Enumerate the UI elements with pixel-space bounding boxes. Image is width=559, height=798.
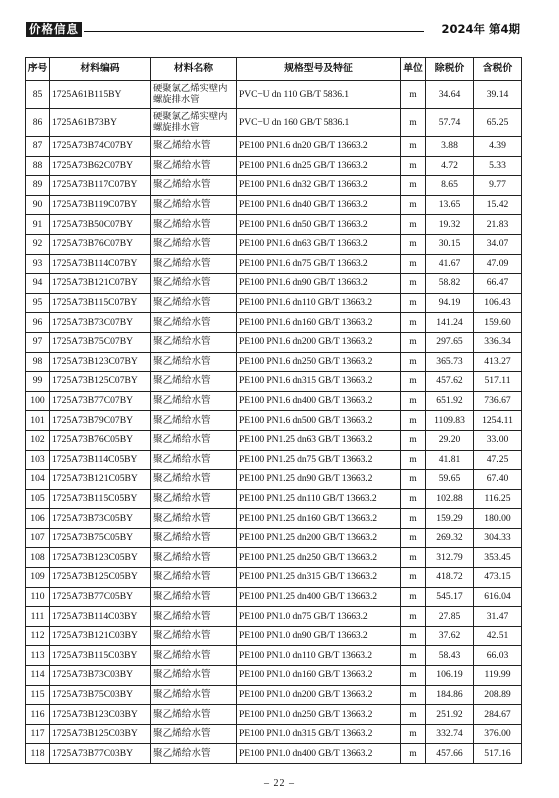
row-number: 100 [26, 391, 50, 411]
price-ex-tax: 184.86 [426, 685, 474, 705]
price-incl-tax: 353.45 [474, 548, 522, 568]
spec-text: PE100 PN1.6 dn110 GB/T 13663.2 [237, 293, 401, 313]
material-name: 聚乙烯给水管 [151, 450, 237, 470]
price-incl-tax: 517.16 [474, 744, 522, 764]
price-ex-tax: 59.65 [426, 470, 474, 490]
material-code: 1725A73B73C05BY [50, 509, 151, 529]
spec-text: PE100 PN1.0 dn110 GB/T 13663.2 [237, 646, 401, 666]
unit: m [401, 391, 426, 411]
table-row [26, 195, 522, 215]
material-code: 1725A73B125C05BY [50, 568, 151, 588]
price-ex-tax: 106.19 [426, 666, 474, 686]
row-number: 113 [26, 646, 50, 666]
price-ex-tax: 312.79 [426, 548, 474, 568]
table-row [26, 391, 522, 411]
material-code: 1725A61B73BY [50, 109, 151, 137]
table-row [26, 156, 522, 176]
spec-text: PVC−U dn 110 GB/T 5836.1 [237, 81, 401, 109]
material-code: 1725A73B76C07BY [50, 234, 151, 254]
price-ex-tax: 29.20 [426, 430, 474, 450]
unit: m [401, 81, 426, 109]
material-name: 硬聚氯乙烯实壁内螺旋排水管 [151, 109, 237, 137]
table-row [26, 489, 522, 509]
price-ex-tax: 159.29 [426, 509, 474, 529]
row-number: 99 [26, 372, 50, 392]
material-name: 聚乙烯给水管 [151, 509, 237, 529]
price-ex-tax: 102.88 [426, 489, 474, 509]
row-number: 118 [26, 744, 50, 764]
spec-text: PE100 PN1.0 dn315 GB/T 13663.2 [237, 724, 401, 744]
price-ex-tax: 1109.83 [426, 411, 474, 431]
spec-text: PE100 PN1.0 dn250 GB/T 13663.2 [237, 705, 401, 725]
material-code: 1725A73B117C07BY [50, 176, 151, 196]
material-code: 1725A73B79C07BY [50, 411, 151, 431]
spec-text: PE100 PN1.6 dn63 GB/T 13663.2 [237, 234, 401, 254]
price-ex-tax: 418.72 [426, 568, 474, 588]
material-code: 1725A73B121C03BY [50, 626, 151, 646]
material-code: 1725A73B123C05BY [50, 548, 151, 568]
unit: m [401, 587, 426, 607]
table-row [26, 215, 522, 235]
material-name: 聚乙烯给水管 [151, 254, 237, 274]
table-row [26, 430, 522, 450]
row-number: 112 [26, 626, 50, 646]
row-number: 96 [26, 313, 50, 333]
unit: m [401, 470, 426, 490]
material-code: 1725A61B115BY [50, 81, 151, 109]
price-incl-tax: 33.00 [474, 430, 522, 450]
col-header-price-ex-tax: 除税价 [426, 58, 474, 81]
material-name: 聚乙烯给水管 [151, 528, 237, 548]
price-ex-tax: 457.62 [426, 372, 474, 392]
spec-text: PE100 PN1.6 dn200 GB/T 13663.2 [237, 332, 401, 352]
material-code: 1725A73B114C03BY [50, 607, 151, 627]
price-ex-tax: 457.66 [426, 744, 474, 764]
price-ex-tax: 41.81 [426, 450, 474, 470]
row-number: 103 [26, 450, 50, 470]
price-ex-tax: 94.19 [426, 293, 474, 313]
price-incl-tax: 616.04 [474, 587, 522, 607]
price-ex-tax: 8.65 [426, 176, 474, 196]
row-number: 104 [26, 470, 50, 490]
spec-text: PE100 PN1.6 dn40 GB/T 13663.2 [237, 195, 401, 215]
price-incl-tax: 31.47 [474, 607, 522, 627]
row-number: 116 [26, 705, 50, 725]
material-name: 硬聚氯乙烯实壁内螺旋排水管 [151, 81, 237, 109]
spec-text: PE100 PN1.6 dn500 GB/T 13663.2 [237, 411, 401, 431]
row-number: 89 [26, 176, 50, 196]
unit: m [401, 293, 426, 313]
material-name: 聚乙烯给水管 [151, 666, 237, 686]
material-code: 1725A73B75C07BY [50, 332, 151, 352]
material-name: 聚乙烯给水管 [151, 313, 237, 333]
unit: m [401, 646, 426, 666]
header-rule [84, 31, 424, 32]
table-row [26, 568, 522, 588]
unit: m [401, 254, 426, 274]
unit: m [401, 568, 426, 588]
spec-text: PE100 PN1.6 dn20 GB/T 13663.2 [237, 137, 401, 157]
material-name: 聚乙烯给水管 [151, 352, 237, 372]
unit: m [401, 489, 426, 509]
unit: m [401, 450, 426, 470]
unit: m [401, 352, 426, 372]
row-number: 94 [26, 274, 50, 294]
table-row [26, 81, 522, 109]
spec-text: PE100 PN1.0 dn90 GB/T 13663.2 [237, 626, 401, 646]
table-row [26, 646, 522, 666]
table-row [26, 332, 522, 352]
price-incl-tax: 47.09 [474, 254, 522, 274]
material-name: 聚乙烯给水管 [151, 470, 237, 490]
table-row [26, 137, 522, 157]
spec-text: PE100 PN1.6 dn25 GB/T 13663.2 [237, 156, 401, 176]
row-number: 87 [26, 137, 50, 157]
material-code: 1725A73B121C07BY [50, 274, 151, 294]
spec-text: PE100 PN1.25 dn400 GB/T 13663.2 [237, 587, 401, 607]
unit: m [401, 411, 426, 431]
price-ex-tax: 332.74 [426, 724, 474, 744]
price-ex-tax: 34.64 [426, 81, 474, 109]
issue-label: 2024年 第4期 [441, 22, 520, 36]
row-number: 85 [26, 81, 50, 109]
material-code: 1725A73B77C07BY [50, 391, 151, 411]
material-name: 聚乙烯给水管 [151, 489, 237, 509]
unit: m [401, 215, 426, 235]
material-code: 1725A73B76C05BY [50, 430, 151, 450]
table-row [26, 626, 522, 646]
material-code: 1725A73B114C05BY [50, 450, 151, 470]
spec-text: PE100 PN1.25 dn90 GB/T 13663.2 [237, 470, 401, 490]
material-code: 1725A73B115C03BY [50, 646, 151, 666]
material-name: 聚乙烯给水管 [151, 176, 237, 196]
material-code: 1725A73B73C07BY [50, 313, 151, 333]
material-code: 1725A73B77C05BY [50, 587, 151, 607]
material-code: 1725A73B75C03BY [50, 685, 151, 705]
col-header-no: 序号 [26, 58, 50, 81]
unit: m [401, 109, 426, 137]
price-incl-tax: 180.00 [474, 509, 522, 529]
unit: m [401, 313, 426, 333]
table-header-row [26, 58, 522, 81]
material-name: 聚乙烯给水管 [151, 215, 237, 235]
unit: m [401, 274, 426, 294]
spec-text: PE100 PN1.6 dn50 GB/T 13663.2 [237, 215, 401, 235]
price-incl-tax: 517.11 [474, 372, 522, 392]
material-code: 1725A73B50C07BY [50, 215, 151, 235]
unit: m [401, 372, 426, 392]
col-header-code: 材料编码 [50, 58, 151, 81]
material-name: 聚乙烯给水管 [151, 568, 237, 588]
material-name: 聚乙烯给水管 [151, 430, 237, 450]
price-table [25, 57, 522, 764]
row-number: 101 [26, 411, 50, 431]
price-ex-tax: 19.32 [426, 215, 474, 235]
table-row [26, 666, 522, 686]
row-number: 91 [26, 215, 50, 235]
spec-text: PE100 PN1.6 dn160 GB/T 13663.2 [237, 313, 401, 333]
table-row [26, 176, 522, 196]
spec-text: PE100 PN1.25 dn315 GB/T 13663.2 [237, 568, 401, 588]
spec-text: PE100 PN1.6 dn400 GB/T 13663.2 [237, 391, 401, 411]
material-name: 聚乙烯给水管 [151, 411, 237, 431]
price-ex-tax: 269.32 [426, 528, 474, 548]
spec-text: PE100 PN1.6 dn250 GB/T 13663.2 [237, 352, 401, 372]
spec-text: PE100 PN1.25 dn200 GB/T 13663.2 [237, 528, 401, 548]
material-code: 1725A73B75C05BY [50, 528, 151, 548]
price-incl-tax: 736.67 [474, 391, 522, 411]
material-name: 聚乙烯给水管 [151, 293, 237, 313]
unit: m [401, 744, 426, 764]
price-incl-tax: 42.51 [474, 626, 522, 646]
material-name: 聚乙烯给水管 [151, 548, 237, 568]
spec-text: PE100 PN1.0 dn200 GB/T 13663.2 [237, 685, 401, 705]
unit: m [401, 234, 426, 254]
material-code: 1725A73B74C07BY [50, 137, 151, 157]
price-ex-tax: 297.65 [426, 332, 474, 352]
unit: m [401, 607, 426, 627]
price-incl-tax: 67.40 [474, 470, 522, 490]
col-header-name: 材料名称 [151, 58, 237, 81]
page-number: – 22 – [264, 778, 295, 789]
price-incl-tax: 1254.11 [474, 411, 522, 431]
table-row [26, 274, 522, 294]
row-number: 109 [26, 568, 50, 588]
row-number: 97 [26, 332, 50, 352]
row-number: 95 [26, 293, 50, 313]
material-name: 聚乙烯给水管 [151, 372, 237, 392]
col-header-unit: 单位 [401, 58, 426, 81]
material-name: 聚乙烯给水管 [151, 332, 237, 352]
table-row [26, 470, 522, 490]
price-incl-tax: 413.27 [474, 352, 522, 372]
table-row [26, 528, 522, 548]
table-row [26, 352, 522, 372]
spec-text: PVC−U dn 160 GB/T 5836.1 [237, 109, 401, 137]
row-number: 86 [26, 109, 50, 137]
material-name: 聚乙烯给水管 [151, 274, 237, 294]
col-header-spec: 规格型号及特征 [237, 58, 401, 81]
row-number: 88 [26, 156, 50, 176]
price-incl-tax: 159.60 [474, 313, 522, 333]
material-code: 1725A73B77C03BY [50, 744, 151, 764]
row-number: 102 [26, 430, 50, 450]
page-header [26, 22, 520, 38]
row-number: 93 [26, 254, 50, 274]
table-row [26, 587, 522, 607]
price-incl-tax: 4.39 [474, 137, 522, 157]
spec-text: PE100 PN1.6 dn32 GB/T 13663.2 [237, 176, 401, 196]
spec-text: PE100 PN1.0 dn160 GB/T 13663.2 [237, 666, 401, 686]
table-row [26, 607, 522, 627]
unit: m [401, 195, 426, 215]
price-incl-tax: 66.47 [474, 274, 522, 294]
section-tag: 价格信息 [26, 22, 82, 37]
material-code: 1725A73B125C03BY [50, 724, 151, 744]
price-ex-tax: 141.24 [426, 313, 474, 333]
material-code: 1725A73B115C07BY [50, 293, 151, 313]
row-number: 92 [26, 234, 50, 254]
spec-text: PE100 PN1.6 dn75 GB/T 13663.2 [237, 254, 401, 274]
spec-text: PE100 PN1.25 dn110 GB/T 13663.2 [237, 489, 401, 509]
material-code: 1725A73B123C03BY [50, 705, 151, 725]
spec-text: PE100 PN1.25 dn250 GB/T 13663.2 [237, 548, 401, 568]
material-code: 1725A73B114C07BY [50, 254, 151, 274]
price-incl-tax: 116.25 [474, 489, 522, 509]
spec-text: PE100 PN1.25 dn75 GB/T 13663.2 [237, 450, 401, 470]
spec-text: PE100 PN1.25 dn63 GB/T 13663.2 [237, 430, 401, 450]
table-body [26, 81, 522, 764]
row-number: 115 [26, 685, 50, 705]
unit: m [401, 332, 426, 352]
unit: m [401, 626, 426, 646]
price-ex-tax: 57.74 [426, 109, 474, 137]
row-number: 107 [26, 528, 50, 548]
unit: m [401, 430, 426, 450]
material-name: 聚乙烯给水管 [151, 626, 237, 646]
material-code: 1725A73B73C03BY [50, 666, 151, 686]
material-name: 聚乙烯给水管 [151, 195, 237, 215]
unit: m [401, 137, 426, 157]
price-incl-tax: 9.77 [474, 176, 522, 196]
unit: m [401, 666, 426, 686]
material-code: 1725A73B62C07BY [50, 156, 151, 176]
col-header-price-incl-tax: 含税价 [474, 58, 522, 81]
unit: m [401, 176, 426, 196]
table-row [26, 411, 522, 431]
row-number: 108 [26, 548, 50, 568]
price-ex-tax: 365.73 [426, 352, 474, 372]
price-ex-tax: 13.65 [426, 195, 474, 215]
material-name: 聚乙烯给水管 [151, 646, 237, 666]
price-incl-tax: 304.33 [474, 528, 522, 548]
table-row [26, 509, 522, 529]
row-number: 90 [26, 195, 50, 215]
table-row [26, 372, 522, 392]
unit: m [401, 548, 426, 568]
price-incl-tax: 34.07 [474, 234, 522, 254]
price-ex-tax: 58.82 [426, 274, 474, 294]
unit: m [401, 528, 426, 548]
price-ex-tax: 4.72 [426, 156, 474, 176]
price-ex-tax: 58.43 [426, 646, 474, 666]
row-number: 105 [26, 489, 50, 509]
material-code: 1725A73B115C05BY [50, 489, 151, 509]
material-code: 1725A73B125C07BY [50, 372, 151, 392]
unit: m [401, 685, 426, 705]
row-number: 98 [26, 352, 50, 372]
table-row [26, 450, 522, 470]
unit: m [401, 156, 426, 176]
spec-text: PE100 PN1.0 dn75 GB/T 13663.2 [237, 607, 401, 627]
table-row [26, 744, 522, 764]
unit: m [401, 705, 426, 725]
material-code: 1725A73B123C07BY [50, 352, 151, 372]
price-incl-tax: 208.89 [474, 685, 522, 705]
spec-text: PE100 PN1.6 dn90 GB/T 13663.2 [237, 274, 401, 294]
material-name: 聚乙烯给水管 [151, 607, 237, 627]
material-name: 聚乙烯给水管 [151, 705, 237, 725]
spec-text: PE100 PN1.0 dn400 GB/T 13663.2 [237, 744, 401, 764]
table-row [26, 705, 522, 725]
price-incl-tax: 336.34 [474, 332, 522, 352]
row-number: 110 [26, 587, 50, 607]
table-row [26, 109, 522, 137]
price-ex-tax: 651.92 [426, 391, 474, 411]
unit: m [401, 724, 426, 744]
row-number: 106 [26, 509, 50, 529]
table-row [26, 293, 522, 313]
material-name: 聚乙烯给水管 [151, 587, 237, 607]
price-incl-tax: 47.25 [474, 450, 522, 470]
material-name: 聚乙烯给水管 [151, 156, 237, 176]
table-row [26, 685, 522, 705]
price-incl-tax: 65.25 [474, 109, 522, 137]
spec-text: PE100 PN1.6 dn315 GB/T 13663.2 [237, 372, 401, 392]
price-incl-tax: 473.15 [474, 568, 522, 588]
unit: m [401, 509, 426, 529]
price-ex-tax: 30.15 [426, 234, 474, 254]
table-row [26, 724, 522, 744]
price-incl-tax: 119.99 [474, 666, 522, 686]
material-code: 1725A73B121C05BY [50, 470, 151, 490]
material-name: 聚乙烯给水管 [151, 685, 237, 705]
price-ex-tax: 545.17 [426, 587, 474, 607]
price-incl-tax: 284.67 [474, 705, 522, 725]
price-incl-tax: 106.43 [474, 293, 522, 313]
material-name: 聚乙烯给水管 [151, 724, 237, 744]
price-incl-tax: 21.83 [474, 215, 522, 235]
price-ex-tax: 27.85 [426, 607, 474, 627]
table-row [26, 548, 522, 568]
price-incl-tax: 376.00 [474, 724, 522, 744]
price-ex-tax: 251.92 [426, 705, 474, 725]
material-name: 聚乙烯给水管 [151, 744, 237, 764]
row-number: 117 [26, 724, 50, 744]
price-ex-tax: 3.88 [426, 137, 474, 157]
price-ex-tax: 37.62 [426, 626, 474, 646]
material-name: 聚乙烯给水管 [151, 391, 237, 411]
table-row [26, 313, 522, 333]
price-incl-tax: 39.14 [474, 81, 522, 109]
row-number: 111 [26, 607, 50, 627]
material-name: 聚乙烯给水管 [151, 234, 237, 254]
table-row [26, 234, 522, 254]
price-incl-tax: 15.42 [474, 195, 522, 215]
table-row [26, 254, 522, 274]
material-name: 聚乙烯给水管 [151, 137, 237, 157]
price-incl-tax: 5.33 [474, 156, 522, 176]
material-code: 1725A73B119C07BY [50, 195, 151, 215]
row-number: 114 [26, 666, 50, 686]
price-ex-tax: 41.67 [426, 254, 474, 274]
spec-text: PE100 PN1.25 dn160 GB/T 13663.2 [237, 509, 401, 529]
price-incl-tax: 66.03 [474, 646, 522, 666]
